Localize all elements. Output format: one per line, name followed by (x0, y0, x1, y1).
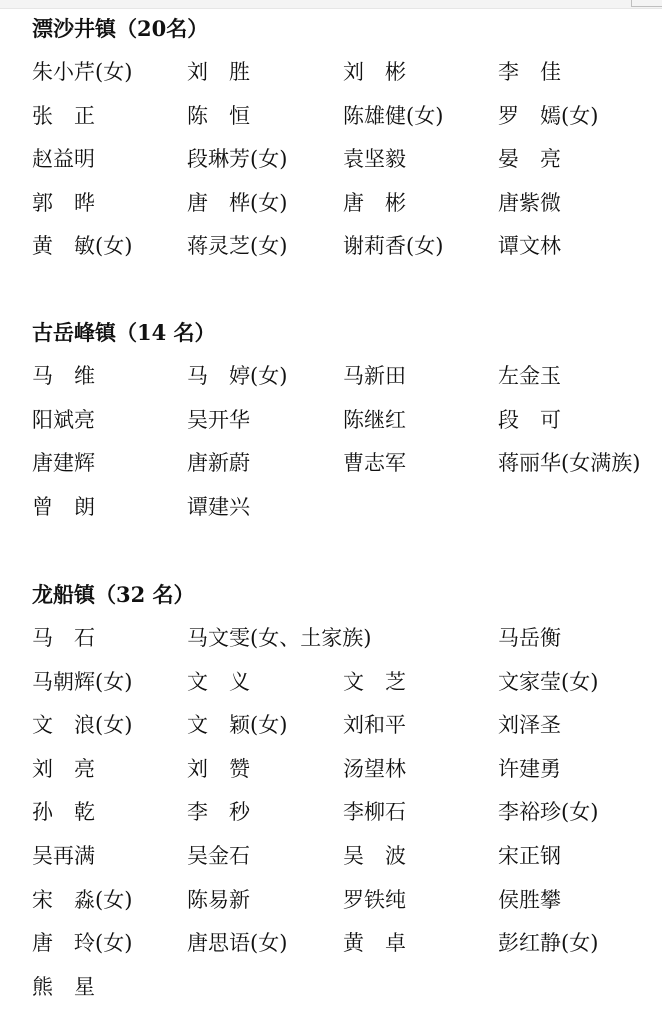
name-entry: 吴金石 (187, 844, 250, 868)
name-entry: 张 正 (32, 103, 95, 128)
name-entry: 罗 嫣(女) (498, 103, 599, 128)
name-entry: 陈 恒 (187, 103, 250, 128)
name-entry: 赵益明 (32, 147, 95, 172)
name-entry: 熊 星 (32, 974, 95, 999)
name-entry: 唐紫微 (498, 190, 561, 215)
name-entry: 谭文林 (498, 234, 561, 259)
name-entry: 刘和平 (343, 713, 406, 738)
name-entry: 宋正钢 (498, 844, 561, 868)
name-entry: 许建勇 (498, 756, 561, 781)
name-entry: 刘 彬 (343, 60, 406, 84)
name-entry: 李柳石 (343, 800, 406, 825)
name-entry: 吴再满 (32, 844, 95, 868)
name-entry: 文家莹(女) (498, 669, 599, 694)
name-entry: 李裕珍(女) (498, 800, 599, 825)
name-entry: 李 佳 (498, 60, 561, 84)
name-entry: 侯胜攀 (498, 887, 561, 912)
name-entry: 刘 赞 (187, 756, 250, 781)
name-entry: 袁坚毅 (343, 147, 406, 172)
name-entry: 孙 乾 (32, 800, 95, 825)
name-entry: 唐新蔚 (187, 451, 250, 476)
section-title: 漂沙井镇（20名） (32, 16, 209, 41)
name-entry: 宋 淼(女) (32, 887, 133, 912)
name-entry: 左金玉 (498, 364, 561, 388)
name-entry: 吴 波 (343, 844, 406, 868)
name-entry: 阳斌亮 (32, 407, 95, 432)
name-entry: 谢莉香(女) (343, 234, 444, 259)
name-entry: 曾 朗 (32, 494, 95, 519)
name-entry: 文 颖(女) (187, 713, 288, 738)
name-entry: 唐 彬 (343, 190, 406, 215)
name-entry: 刘 胜 (187, 60, 250, 84)
name-entry: 马文雯(女、土家族) (187, 626, 372, 650)
name-entry: 蒋灵芝(女) (187, 234, 288, 259)
name-entry: 陈雄健(女) (343, 103, 444, 128)
section-title: 古岳峰镇（14 名） (32, 320, 216, 345)
name-entry: 马岳衡 (498, 626, 561, 650)
name-entry: 文 芝 (343, 669, 406, 694)
name-entry: 段 可 (498, 407, 561, 432)
name-entry: 文 浪(女) (32, 713, 133, 738)
section-title: 龙船镇（32 名） (32, 582, 195, 607)
name-entry: 吴开华 (187, 407, 250, 432)
name-entry: 段琳芳(女) (187, 147, 288, 172)
name-entry: 黄 卓 (343, 931, 406, 956)
name-entry: 唐思语(女) (187, 931, 288, 956)
name-entry: 郭 晔 (32, 190, 95, 215)
name-entry: 曹志军 (343, 451, 406, 476)
name-entry: 罗铁纯 (343, 887, 406, 912)
corner-mark (631, 0, 662, 7)
name-entry: 刘泽圣 (498, 713, 561, 738)
name-entry: 黄 敏(女) (32, 234, 133, 259)
name-entry: 蒋丽华(女满族) (498, 451, 641, 476)
name-entry: 马 婷(女) (187, 364, 288, 388)
name-entry: 马新田 (343, 364, 406, 388)
top-strip (0, 0, 662, 9)
name-entry: 朱小芹(女) (32, 60, 133, 84)
name-entry: 刘 亮 (32, 756, 95, 781)
name-entry: 文 义 (187, 669, 250, 694)
name-entry: 陈继红 (343, 407, 406, 432)
name-entry: 晏 亮 (498, 147, 561, 172)
name-entry: 彭红静(女) (498, 931, 599, 956)
name-entry: 汤望林 (343, 756, 406, 781)
name-entry: 唐 玲(女) (32, 931, 133, 956)
name-entry: 陈易新 (187, 887, 250, 912)
name-entry: 马 石 (32, 626, 95, 650)
name-entry: 唐建辉 (32, 451, 95, 476)
name-entry: 马 维 (32, 364, 95, 388)
name-entry: 李 秒 (187, 800, 250, 825)
name-entry: 谭建兴 (187, 494, 250, 519)
name-entry: 唐 桦(女) (187, 190, 288, 215)
name-entry: 马朝辉(女) (32, 669, 133, 694)
